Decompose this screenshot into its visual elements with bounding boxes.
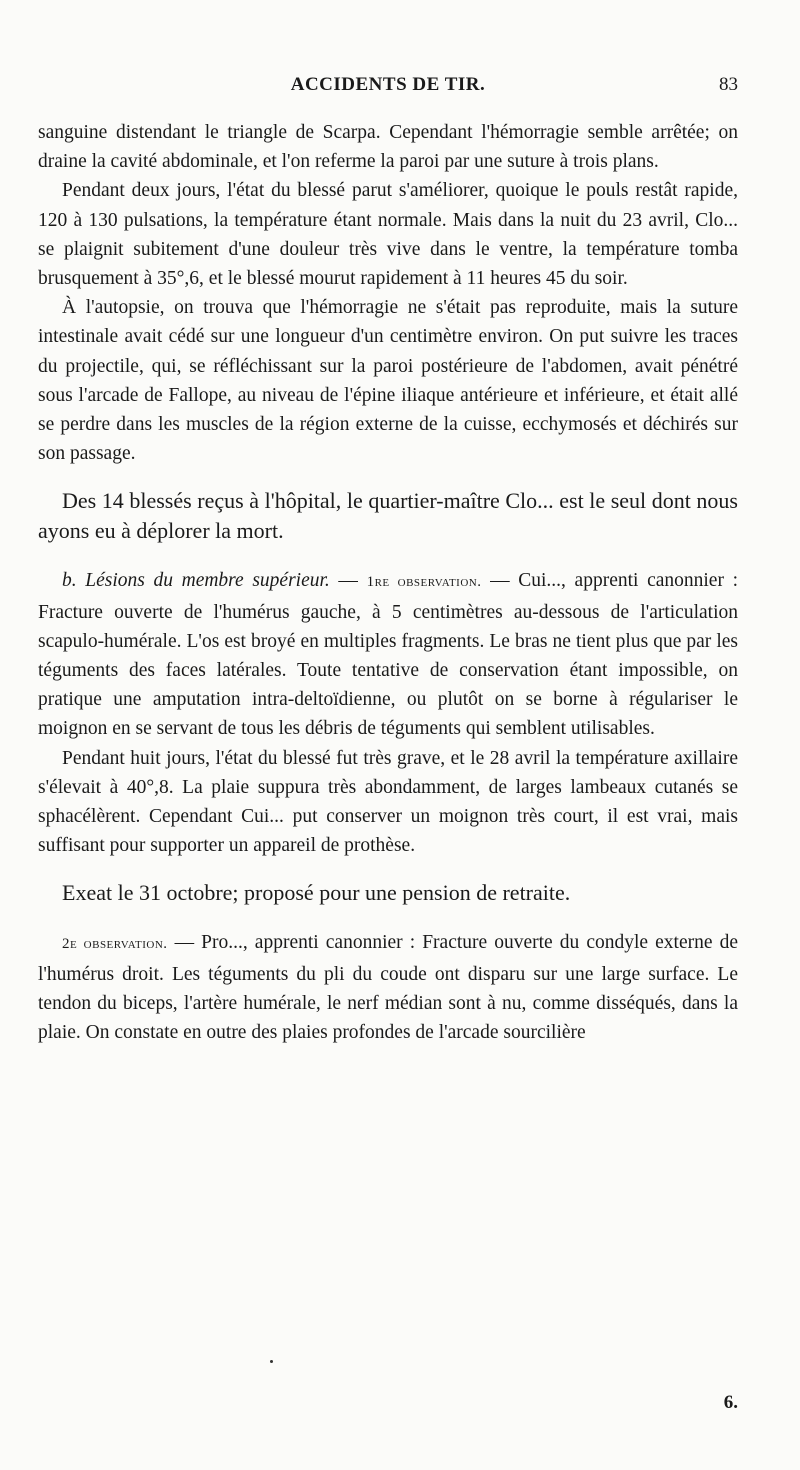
ink-dot: [270, 1360, 273, 1363]
page-header: [38, 74, 738, 104]
paragraph-7: Exeat le 31 octobre; proposé pour une pension de retraite.: [62, 880, 571, 906]
separator: —: [329, 570, 367, 592]
page-body: [38, 118, 738, 1047]
paragraph-2: Pendant deux jours, l'état du blessé parut s'améliorer, quoique le pouls restât rapide, 120 à 130 pulsations, la température étant normale. Mais dans la nuit du 23 avril, Clo... se plaignit subitement d'une douleur très vive dans le ventre, la température tomba brusquement à 35°,6, et le blessé mourut rapidement à 11 heures 45 du soir.: [38, 180, 738, 290]
paragraph-4: Des 14 blessés reçus à l'hôpital, le quartier-maître Clo... est le seul dont nous ayons eu à déplorer la mort.: [38, 488, 738, 544]
observation-label-1: 1re observation.: [366, 574, 482, 591]
page-number: 83: [719, 74, 738, 95]
paragraph-8: [38, 928, 738, 1047]
observation-label-2: 2e observation.: [62, 936, 168, 953]
paragraph-6: Pendant huit jours, l'état du blessé fut très grave, et le 28 avril la température axillaire s'élevait à 40°,8. La plaie suppura très abondamment, de larges lambeaux cutanés se sphacélèrent. Cependant Cui... put conserver un moignon très court, il est vrai, mais suffisant pour supporter un appareil de prothèse.: [38, 747, 738, 857]
section-heading: b. Lésions du membre supérieur.: [62, 570, 330, 592]
running-title: ACCIDENTS DE TIR.: [290, 74, 486, 95]
signature-mark: 6.: [723, 1392, 738, 1413]
paragraph-5: [38, 566, 738, 743]
paragraph-1: sanguine distendant le triangle de Scarpa. Cependant l'hémorragie semble arrêtée; on draine la cavité abdominale, et l'on referme la paroi par une suture à trois plans.: [38, 122, 738, 173]
observation-2-text: — Pro..., apprenti canonnier : Fracture ouverte du condyle externe de l'humérus droit. Les téguments du pli du coude ont disparu sur une large surface. Le tendon du biceps, l'artère humérale, le nerf médian sont à nu, comme disséqués, dans la plaie. On constate en outre des plaies profondes de l'arcade sourcilière: [38, 932, 738, 1044]
paragraph-3: À l'autopsie, on trouva que l'hémorragie ne s'était pas reproduite, mais la suture intestinale avait cédé sur une longueur d'un centimètre environ. On put suivre les traces du projectile, qui, se réfléchissant sur la paroi postérieure de l'abdomen, avait pénétré sous l'arcade de Fallope, au niveau de l'épine iliaque antérieure et inférieure, et était allé se perdre dans les muscles de la région externe de la cuisse, ecchymosés et déchirés sur son passage.: [38, 297, 738, 465]
observation-1-text: — Cui..., apprenti canonnier : Fracture ouverte de l'humérus gauche, à 5 centimètres au-dessous de l'articulation scapulo-humérale. L'os est broyé en multiples fragments. Le bras ne tient plus que par les téguments des faces latérales. Toute tentative de conservation étant impossible, on pratique une amputation intra-deltoïdienne, ou plutôt on se borne à régulariser le moignon en se servant de tous les débris de téguments qui semblent utilisables.: [38, 570, 738, 740]
